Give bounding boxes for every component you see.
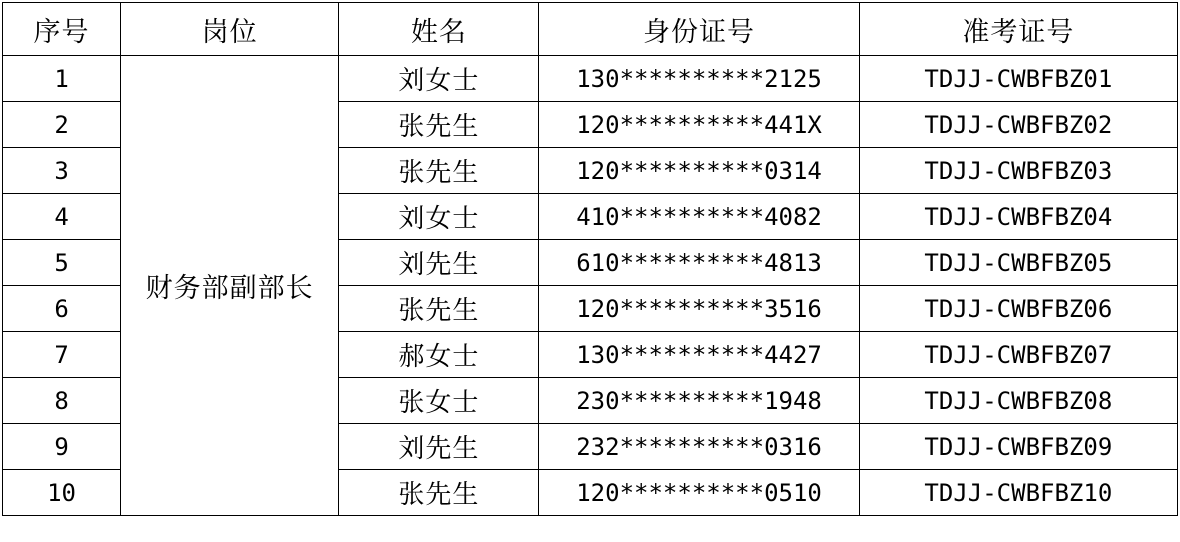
cell-name: 刘先生 — [339, 240, 539, 286]
cell-index: 9 — [3, 424, 121, 470]
cell-ticket: TDJJ-CWBFBZ06 — [859, 286, 1177, 332]
cell-index: 4 — [3, 194, 121, 240]
cell-id: 120**********0314 — [539, 148, 859, 194]
cell-index: 8 — [3, 378, 121, 424]
cell-ticket: TDJJ-CWBFBZ02 — [859, 102, 1177, 148]
cell-name: 刘女士 — [339, 56, 539, 102]
cell-id: 410**********4082 — [539, 194, 859, 240]
cell-ticket: TDJJ-CWBFBZ10 — [859, 470, 1177, 516]
cell-index: 3 — [3, 148, 121, 194]
table-header — [3, 3, 1178, 56]
cell-id: 130**********4427 — [539, 332, 859, 378]
column-header-name: 姓名 — [339, 3, 539, 56]
column-header-index: 序号 — [3, 3, 121, 56]
cell-name: 张先生 — [339, 148, 539, 194]
cell-id: 610**********4813 — [539, 240, 859, 286]
cell-id: 232**********0316 — [539, 424, 859, 470]
cell-index: 10 — [3, 470, 121, 516]
cell-name: 张先生 — [339, 470, 539, 516]
cell-ticket: TDJJ-CWBFBZ09 — [859, 424, 1177, 470]
cell-ticket: TDJJ-CWBFBZ03 — [859, 148, 1177, 194]
cell-index: 6 — [3, 286, 121, 332]
column-header-ticket: 准考证号 — [859, 3, 1177, 56]
cell-ticket: TDJJ-CWBFBZ08 — [859, 378, 1177, 424]
cell-id: 130**********2125 — [539, 56, 859, 102]
cell-id: 230**********1948 — [539, 378, 859, 424]
column-header-post: 岗位 — [121, 3, 339, 56]
cell-name: 张女士 — [339, 378, 539, 424]
table-header-row — [3, 3, 1178, 56]
cell-name: 刘女士 — [339, 194, 539, 240]
cell-index: 1 — [3, 56, 121, 102]
column-header-id: 身份证号 — [539, 3, 859, 56]
cell-post: 财务部副部长 — [121, 56, 339, 516]
cell-id: 120**********441X — [539, 102, 859, 148]
cell-ticket: TDJJ-CWBFBZ05 — [859, 240, 1177, 286]
cell-id: 120**********0510 — [539, 470, 859, 516]
cell-index: 5 — [3, 240, 121, 286]
cell-index: 7 — [3, 332, 121, 378]
cell-name: 郝女士 — [339, 332, 539, 378]
cell-ticket: TDJJ-CWBFBZ04 — [859, 194, 1177, 240]
cell-index: 2 — [3, 102, 121, 148]
cell-id: 120**********3516 — [539, 286, 859, 332]
table-body — [3, 56, 1178, 516]
cell-ticket: TDJJ-CWBFBZ07 — [859, 332, 1177, 378]
cell-ticket: TDJJ-CWBFBZ01 — [859, 56, 1177, 102]
cell-name: 张先生 — [339, 286, 539, 332]
candidate-roster-table — [2, 2, 1178, 516]
cell-name: 张先生 — [339, 102, 539, 148]
table-row — [3, 56, 1178, 102]
cell-name: 刘先生 — [339, 424, 539, 470]
